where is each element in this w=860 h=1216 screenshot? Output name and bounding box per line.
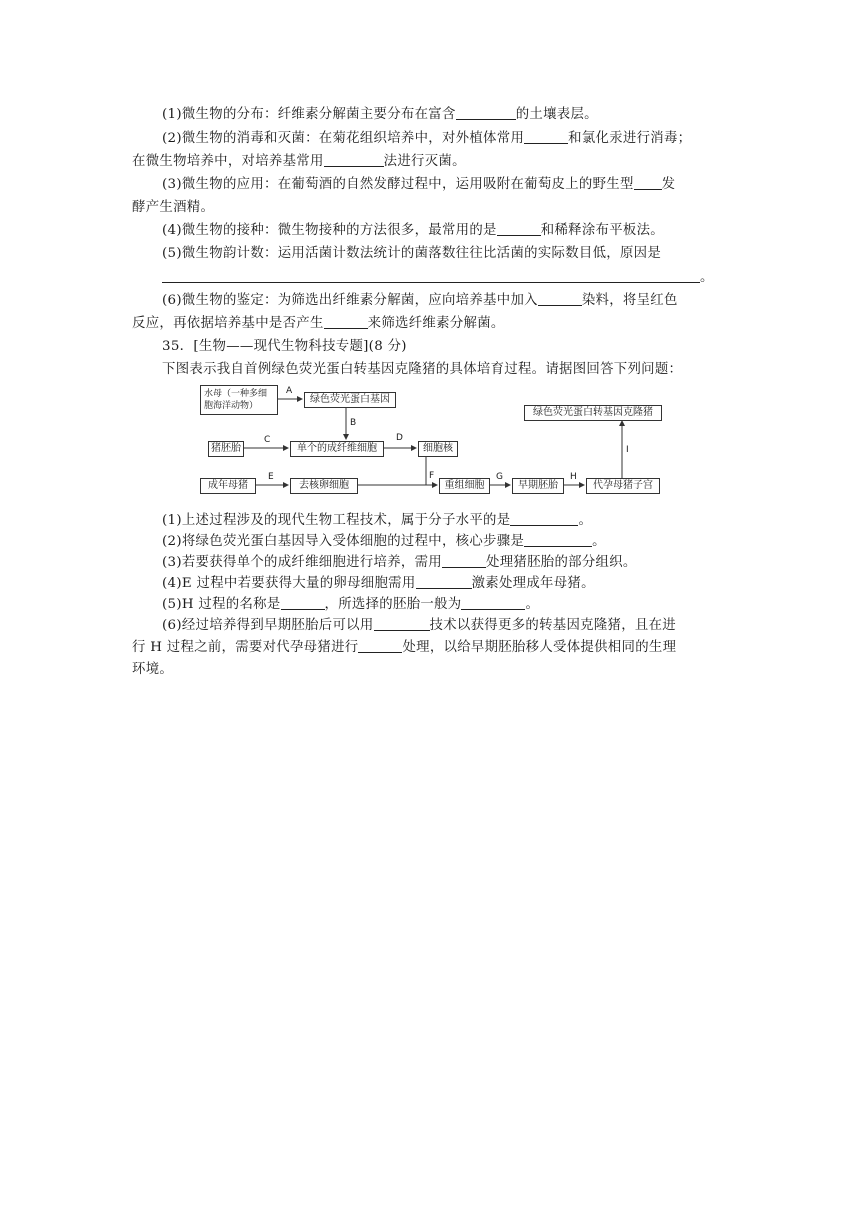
- q35-6b: [132, 637, 676, 659]
- q34-6-text-d: 来筛选纤维素分解菌。: [367, 316, 505, 331]
- box-adult-sow: 成年母猪: [200, 478, 256, 494]
- q35-4: [162, 573, 595, 595]
- q34-3a: [162, 174, 675, 196]
- q35-5-text-b: ，所选择的胚胎一般为: [324, 597, 462, 612]
- q35-6-blank-1[interactable]: [374, 616, 430, 631]
- q35-1-blank[interactable]: [510, 511, 578, 526]
- q34-1: [162, 104, 598, 126]
- label-f: F: [429, 471, 435, 481]
- q34-3-text-c: 酵产生酒精。: [132, 200, 215, 215]
- q34-6a: [162, 290, 678, 312]
- q35-2-text-a: (2)将绿色荧光蛋白基因导入受体细胞的过程中，核心步骤是: [162, 534, 525, 549]
- q34-3-text-b: 发: [661, 177, 676, 192]
- box-gfp-clone-pig: 绿色荧光蛋白转基因克隆猪: [524, 405, 662, 421]
- q34-1-blank[interactable]: [456, 105, 516, 120]
- q35-3: [162, 552, 637, 574]
- q35-1-text-a: (1)上述过程涉及的现代生物工程技术，属于分子水平的是: [162, 513, 511, 528]
- q34-2-text-a: (2)微生物的消毒和灭菌：在菊花组织培养中，对外植体常用: [162, 131, 525, 146]
- q35-intro: 下图表示我自首例绿色荧光蛋白转基因克隆猪的具体培育过程。请据图回答下列问题：: [162, 362, 683, 377]
- q34-5-text-b: 。: [700, 270, 714, 285]
- q34-2b: [132, 151, 466, 173]
- q35-3-blank[interactable]: [442, 553, 486, 568]
- q34-6-blank-1[interactable]: [538, 291, 582, 306]
- q35-6c: 环境。: [132, 662, 174, 677]
- box-early-embryo: 早期胚胎: [512, 478, 564, 494]
- label-g: G: [496, 472, 503, 482]
- q35-5: [162, 594, 539, 616]
- label-c: C: [264, 435, 271, 445]
- q34-4-blank[interactable]: [497, 221, 541, 236]
- q34-2-blank-1[interactable]: [524, 129, 568, 144]
- q35-6a: [162, 615, 676, 637]
- q34-6-blank-2[interactable]: [324, 314, 368, 329]
- q35-3-text-a: (3)若要获得单个的成纤维细胞进行培养，需用: [162, 555, 442, 570]
- q35-5-blank-1[interactable]: [281, 595, 325, 610]
- q34-1-text-a: (1)微生物的分布：纤维素分解菌主要分布在富含: [162, 107, 456, 122]
- q34-2-text-c: 在微生物培养中，对培养基常用: [132, 154, 324, 169]
- box-jellyfish: 水母（一种多细胞海洋动物）: [200, 385, 278, 415]
- q34-3-text-a: (3)微生物的应用：在葡萄酒的自然发酵过程中，运用吸附在葡萄皮上的野生型: [162, 177, 634, 192]
- q34-6-text-a: (6)微生物的鉴定：为筛选出纤维素分解菌，应向培养基中加入: [162, 293, 538, 308]
- q34-3b: [132, 197, 214, 219]
- q34-6-text-c: 反应，再依据培养基中是否产生: [132, 316, 324, 331]
- q34-2-text-b: 和氯化汞进行消毒；: [568, 131, 692, 146]
- q35-4-blank[interactable]: [416, 574, 472, 589]
- q34-5-blank[interactable]: [162, 268, 700, 283]
- q34-1-text-b: 的土壤表层。: [515, 107, 598, 122]
- box-enucleated-egg: 去核卵细胞: [290, 478, 358, 494]
- q35-5-text-c: 。: [525, 597, 540, 612]
- q35-4-text-b: 激素处理成年母猪。: [471, 576, 595, 591]
- q34-2a: [162, 128, 691, 150]
- q34-4-text-a: (4)微生物的接种：微生物接种的方法很多，最常用的是: [162, 223, 497, 238]
- q34-4-text-b: 和稀释涂布平板法。: [540, 223, 664, 238]
- label-e: E: [268, 472, 274, 482]
- label-i: I: [626, 445, 629, 455]
- q34-5b: [162, 267, 714, 289]
- q34-5a: [162, 243, 661, 265]
- label-h: H: [570, 472, 577, 482]
- q35-1: [162, 510, 592, 532]
- q34-5-text-a: (5)微生物韵计数：运用活菌计数法统计的菌落数往往比活菌的实际数目低，原因是: [162, 246, 662, 261]
- q35-1-text-b: 。: [578, 513, 593, 528]
- q35-5-text-a: (5)H 过程的名称是: [162, 597, 281, 612]
- box-nucleus: 细胞核: [418, 441, 458, 457]
- box-fibroblast: 单个的成纤维细胞: [290, 441, 384, 457]
- q35-5-blank-2[interactable]: [461, 595, 525, 610]
- q35-2-blank[interactable]: [524, 532, 592, 547]
- q35-3-text-b: 处理猪胚胎的部分组织。: [486, 555, 637, 570]
- q34-6-text-b: 染料，将呈红色: [581, 293, 678, 308]
- q34-3-blank[interactable]: [634, 175, 662, 190]
- q35-6-text-c: 行 H 过程之前，需要对代孕母猪进行: [132, 640, 359, 655]
- q34-2-text-d: 法进行灭菌。: [383, 154, 466, 169]
- box-surrogate-uterus: 代孕母猪子宫: [586, 478, 660, 494]
- label-d: D: [396, 433, 403, 443]
- q35-6-text-d: 处理，以给早期胚胎移人受体提供相同的生理: [402, 640, 677, 655]
- box-gfp-gene: 绿色荧光蛋白基因: [304, 392, 396, 408]
- box-recombinant-cell: 重组细胞: [439, 478, 490, 494]
- q35-2-text-b: 。: [592, 534, 606, 549]
- q35-2: [162, 531, 606, 553]
- q34-4: [162, 220, 664, 242]
- q34-2-blank-2[interactable]: [324, 152, 384, 167]
- q34-6b: [132, 313, 505, 335]
- box-pig-embryo: 猪胚胎: [208, 441, 244, 457]
- label-a: A: [286, 386, 293, 396]
- label-b: B: [350, 418, 357, 428]
- q35-heading: 35．[生物——现代生物科技专题](8 分): [162, 339, 407, 354]
- q35-6-text-b: 技术以获得更多的转基因克隆猪，且在进: [429, 618, 676, 633]
- cloning-flow-diagram: [200, 383, 690, 501]
- q35-6-blank-2[interactable]: [358, 638, 402, 653]
- q35-6-text-a: (6)经过培养得到早期胚胎后可以用: [162, 618, 374, 633]
- q35-4-text-a: (4)E 过程中若要获得大量的卵母细胞需用: [162, 576, 416, 591]
